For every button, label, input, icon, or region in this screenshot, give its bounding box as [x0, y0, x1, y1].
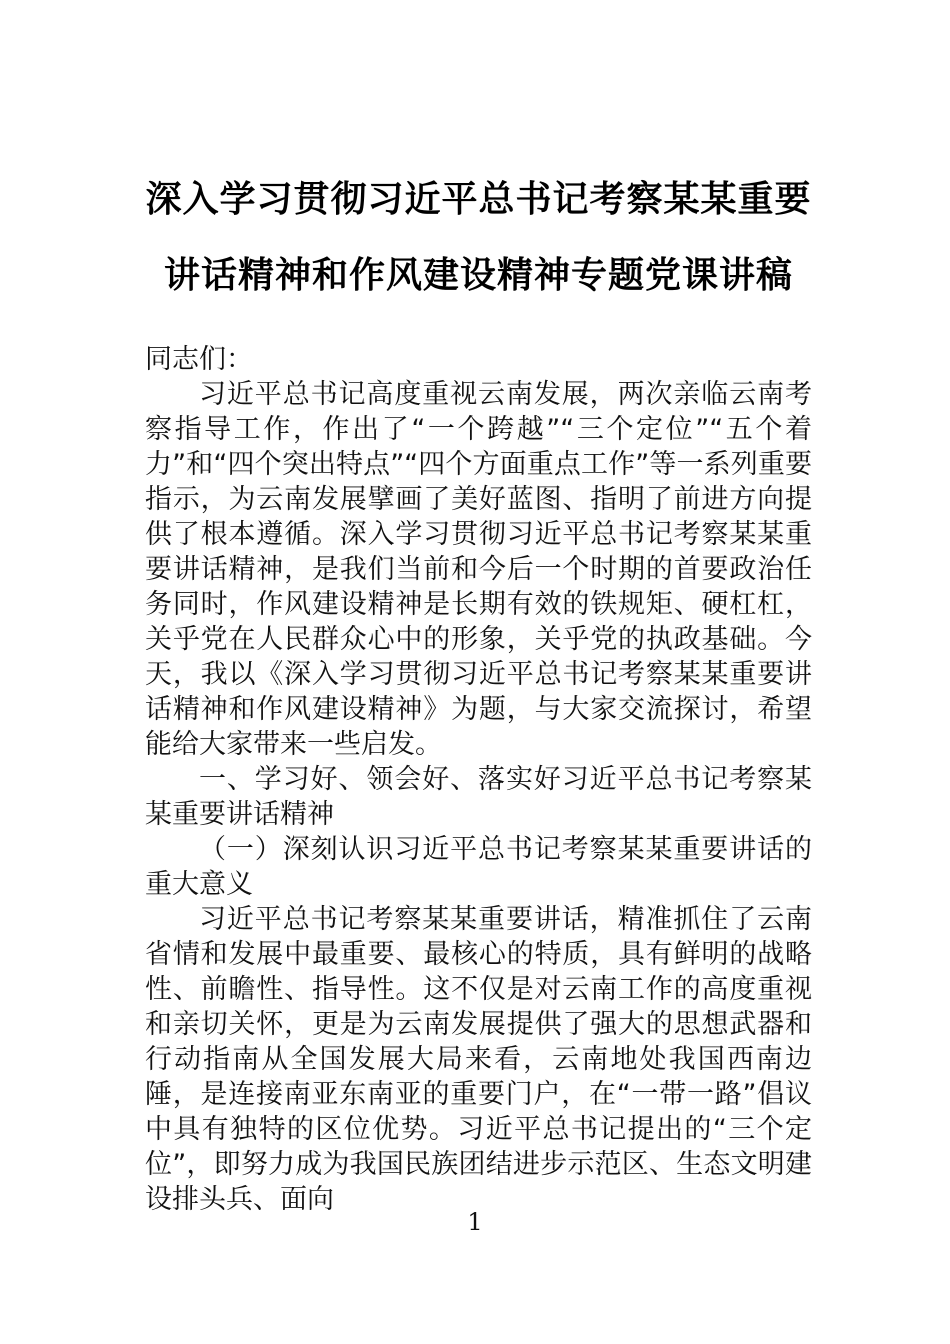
document-content [145, 162, 812, 1217]
paragraph: 同志们： [145, 344, 253, 375]
page-number: 1 [467, 1208, 483, 1236]
document-body [145, 342, 812, 1217]
paragraph: 习近平总书记高度重视云南发展，两次亲临云南考察指导工作，作出了“一个跨越”“三个定位”“五个着力”和“四个突出特点”“四个方面重点工作”等一系列重要指示，为云南发展擘画了美好蓝图、指明了前进方向提供了根本遵循。深入学习贯彻习近平总书记考察某某重要讲话精神，是我们当前和今后一个时期的首要政治任务同时，作风建设精神是长期有效的铁规矩、硬杠杠，关乎党在人民群众心中的形象，关乎党的执政基础。今天，我以《深入学习贯彻习近平总书记考察某某重要讲话精神和作风建设精神》为题，与大家交流探讨，希望能给大家带来一些启发。 [145, 379, 812, 760]
paragraph: （一）深刻认识习近平总书记考察某某重要讲话的重大意义 [145, 834, 812, 900]
document-title [145, 162, 812, 314]
document-title-line-1: 深入学习贯彻习近平总书记考察某某重要 [145, 179, 812, 220]
paragraph: 一、学习好、领会好、落实好习近平总书记考察某某重要讲话精神 [145, 764, 812, 830]
paragraph: 习近平总书记考察某某重要讲话，精准抓住了云南省情和发展中最重要、最核心的特质，具有鲜明的战略性、前瞻性、指导性。这不仅是对云南工作的高度重视和亲切关怀，更是为云南发展提供了强大的思想武器和行动指南从全国发展大局来看，云南地处我国西南边陲，是连接南亚东南亚的重要门户，在“一带一路”倡议中具有独特的区位优势。习近平总书记提出的“三个定位”，即努力成为我国民族团结进步示范区、生态文明建设排头兵、面向 [145, 904, 812, 1215]
document-title-line-2: 讲话精神和作风建设精神专题党课讲稿 [163, 255, 793, 296]
